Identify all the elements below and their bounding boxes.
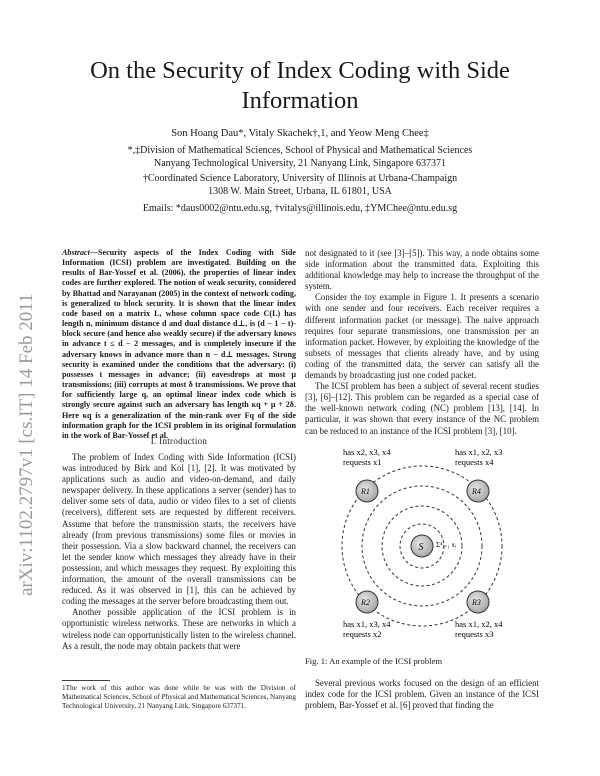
affiliation-2 xyxy=(60,172,540,198)
intro-paragraph-1: The problem of Index Coding with Side Information (ICSI) was introduced by Birk and Kol [1], [2]. It was motivated by applications such as audio and video-on-demand, and daily newspaper delivery. In these applications a server (sender) has to deliver some sets of data, audio or video files to a set of clients (receivers), different sets are requested by different receivers. Assume that before the transmission starts, the receivers have already (from previous transmissions) some files or movies in their possession. Via a slow backward channel, the receivers can let the sender know which messages they already have in their possession, and which messages they request. By exploiting this information, the amount of the overall transmissions can be reduced. As it was observed in [1], this can be achieved by coding the messages at the server before broadcasting them out. xyxy=(62,452,296,607)
r2-requests: requests x2 xyxy=(343,629,382,639)
affiliation-1-line-2: Nanyang Technological University, 21 Nanyang Link, Singapore 637371 xyxy=(153,158,447,169)
arxiv-identifier: arXiv:1102.2797v1 [cs.IT] 14 Feb 2011 xyxy=(16,293,37,596)
figure-1-diagram xyxy=(305,446,539,646)
right-column-bottom xyxy=(305,678,539,711)
footnote-rule xyxy=(62,680,110,681)
r4-requests: requests x4 xyxy=(455,457,494,467)
sender-label: S xyxy=(418,542,424,553)
arxiv-sidebar xyxy=(2,208,46,598)
r2-label: R2 xyxy=(361,598,370,607)
r4-has: has x1, x2, x3 xyxy=(455,447,503,457)
title-line-1: On the Security of Index Coding with Side xyxy=(90,57,510,84)
r3-label: R3 xyxy=(472,598,481,607)
affiliation-2-line-1: †Coordinated Science Laboratory, University of Illinois at Urbana-Champaign xyxy=(142,173,458,184)
abstract-label: Abstract xyxy=(62,248,90,257)
emails: Emails: *daus0002@ntu.edu.sg, †vitalys@illinois.edu, ‡YMChee@ntu.edu.sg xyxy=(142,203,458,214)
affiliation-1 xyxy=(60,144,540,170)
r4-label: R4 xyxy=(472,487,481,496)
r1-label: R1 xyxy=(361,487,370,496)
right-paragraph-3: Several previous works focused on the design of an efficient index code for the ICSI problem. Given an instance of the ICSI problem, Bar-Yossef et al. [6] proved that finding the xyxy=(305,678,539,711)
title-line-2: Information xyxy=(241,87,359,114)
right-paragraph-2: The ICSI problem has been a subject of several recent studies [3], [6]–[12]. This problem can be regarded as a special case of the well-known network coding (NC) problem [13], [14]. In particular, it was shown that every instance of the NC problem can be reduced to an instance of the ICSI problem [3], [10]. xyxy=(305,381,539,436)
right-paragraph-0: not designated to it (see [3]–[5]). This way, a node obtains some side information about the transmitted data. Exploiting this additional knowledge may help to increase the throughput of the system. xyxy=(305,248,539,292)
r1-has: has x2, x3, x4 xyxy=(343,447,391,457)
authors: Son Hoang Dau*, Vitaly Skachek†,1, and Yeow Meng Chee‡ xyxy=(171,128,429,139)
abstract xyxy=(62,248,296,441)
intro-paragraph-2: Another possible application of the ICSI problem is in opportunistic wireless networks. These are networks in which a wireless node can opportunistically listen to the wireless channel. As a result, the node may obtain packets that were xyxy=(62,607,296,651)
intro-body xyxy=(62,452,296,652)
footnote: 1The work of this author was done while he was with the Division of Mathematical Sciences, School of Physical and Mathematical Sciences, Nanyang Technological University, 21 Nanyang Link, Singapore 637371. xyxy=(62,684,296,710)
r3-requests: requests x3 xyxy=(455,629,494,639)
r1-requests: requests x1 xyxy=(343,457,382,467)
abstract-text: —Security aspects of the Index Coding with Side Information (ICSI) problem are investigated. Building on the results of Bar-Yossef et al. (2006), the properties of linear index codes are further explored. The notion of weak security, considered by Bhattad and Narayanan (2005) in the context of network coding, is generalized to block security. It is shown that the linear index code based on a matrix L, whose column space code C(L) has length n, minimum distance d and dual distance d⊥, is (d − 1 − t)-block secure (and hence also weakly secure) if the adversary knows in advance t ≤ d − 2 messages, and is completely insecure if the adversary knows in advance more than n − d⊥ messages. Strong security is examined under the conditions that the adversary: (i) possesses t messages in advance; (ii) eavesdrops at most μ transmissions; (iii) corrupts at most δ transmissions. We prove that for sufficiently large q, an optimal linear index code which is strongly secure against such an adversary has length κq + μ + 2δ. Here κq is a generalization of the min-rank over Fq of the side information graph for the ICSI problem in its original formulation in the work of Bar-Yossef et al. xyxy=(62,248,296,440)
right-paragraph-1: Consider the toy example in Figure 1. It presents a scenario with one sender and four receivers. Each receiver requires a different information packet (or message). The naïve approach requires four separate transmissions, one transmission per an information packet. However, by exploiting the knowledge of the subsets of messages that clients already have, and by using coding of the transmitted data, the server can satisfy all the demands by broadcasting just one coded packet. xyxy=(305,292,539,381)
r2-has: has x1, x3, x4 xyxy=(343,619,391,629)
sum-label: Σ⁴ᵢ₌₁ xᵢ xyxy=(436,541,457,549)
r3-has: has x1, x2, x4 xyxy=(455,619,503,629)
section-heading-introduction: I. Introduction xyxy=(150,436,208,446)
affiliation-2-line-2: 1308 W. Main Street, Urbana, IL 61801, USA xyxy=(208,186,392,197)
figure-caption: Fig. 1: An example of the ICSI problem xyxy=(305,656,443,666)
right-column-top xyxy=(305,248,539,437)
paper-title xyxy=(60,56,540,116)
affiliation-1-line-1: *,‡Division of Mathematical Sciences, School of Physical and Mathematical Sciences xyxy=(127,145,473,156)
